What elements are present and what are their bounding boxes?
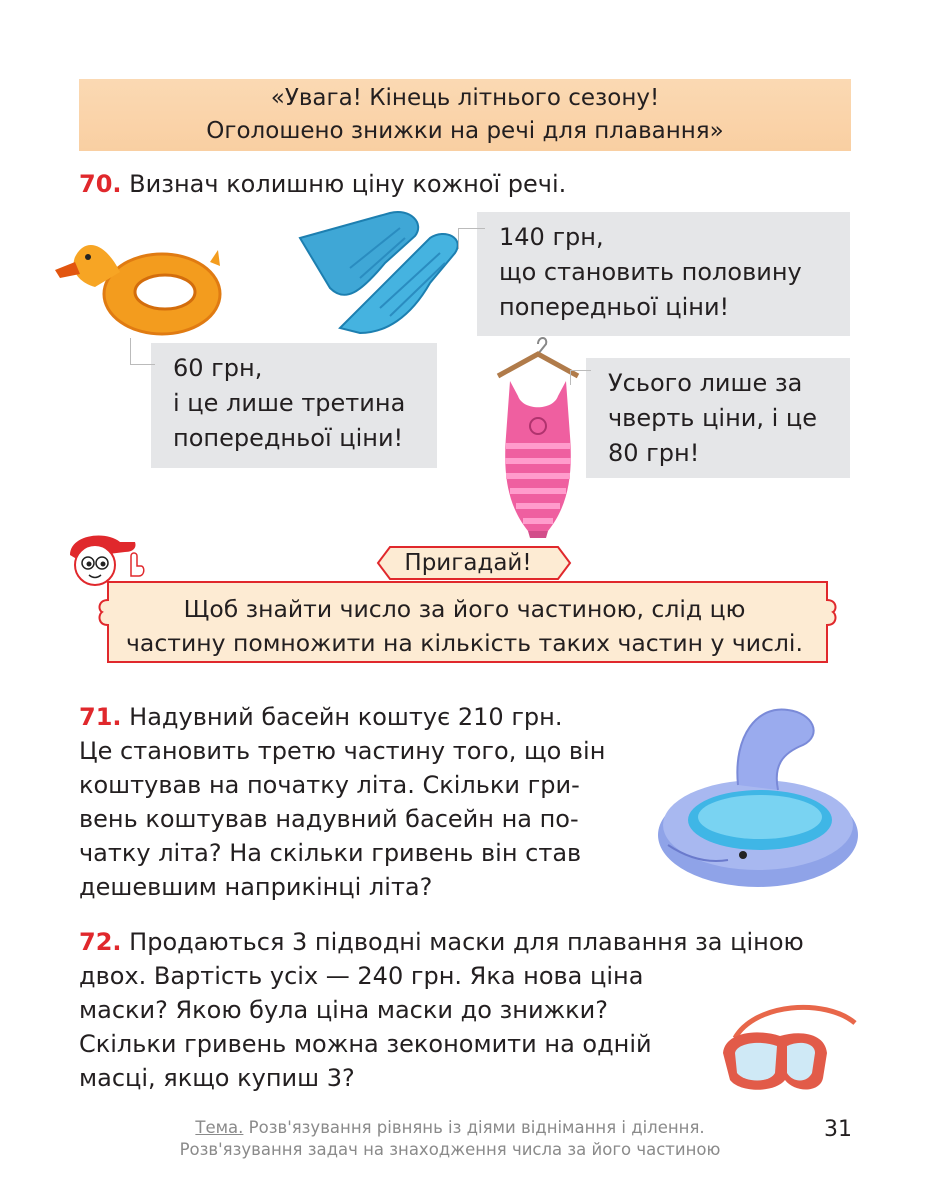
swimsuit-line-1: Усього лише за (608, 369, 803, 397)
ring-line-3: попередньої ціни! (173, 424, 404, 452)
ring-line-2: і це лише третина (173, 389, 406, 417)
task-71-line-4: вень коштував надувний басейн на по- (79, 805, 579, 833)
fins-bubble-pointer (458, 228, 485, 249)
flippers-icon (290, 208, 480, 338)
task-71-number: 71. (79, 703, 122, 731)
task-70-text: Визнач колишню ціну кожної речі. (129, 170, 567, 198)
swimsuit-icon (488, 336, 588, 541)
task-72-line-1 (79, 925, 854, 959)
ring-bubble-pointer (130, 338, 155, 365)
fins-price-bubble (477, 212, 850, 336)
page-footer (120, 1117, 780, 1161)
task-71-line-5: чатку літа? На скільки гривень він став (79, 839, 582, 867)
task-72-line-4: Скільки гривень можна зекономити на одній (79, 1030, 652, 1058)
banner-line-2: Оголошено знижки на речі для плавання» (206, 118, 724, 144)
fins-line-2: що становить половину (499, 258, 802, 286)
footer-line-2: Розв'язування задач на знаходження числа за його частиною (179, 1140, 721, 1159)
task-72-line-5: масці, якщо купиш 3? (79, 1064, 355, 1092)
pool-icon (638, 695, 863, 895)
task-70-number: 70. (79, 170, 122, 198)
task-71-line-1 (79, 700, 617, 734)
fins-line-1: 140 грн, (499, 223, 604, 251)
task-72-line-2: двох. Вартість усіх — 240 грн. Яка нова ціна (79, 962, 644, 990)
task-72-number: 72. (79, 928, 122, 956)
ring-price-bubble (151, 343, 437, 468)
duck-ring-icon (50, 232, 225, 342)
fins-line-3: попередньої ціни! (499, 293, 730, 321)
goggles-icon (715, 998, 865, 1098)
task-72-line-3: маски? Якою була ціна маски до знижки? (79, 996, 609, 1024)
swimsuit-line-2: чверть ціни, і це (608, 404, 818, 432)
task-71-line-3: коштував на початку літа. Скільки гри- (79, 771, 580, 799)
page-number: 31 (824, 1117, 852, 1142)
announcement-banner (79, 79, 851, 151)
remember-line-2: частину помножити на кількість таких частин у числі. (126, 629, 803, 657)
swimsuit-price-bubble (586, 358, 850, 478)
banner-line-1: «Увага! Кінець літнього сезону! (270, 85, 660, 111)
swimsuit-line-3: 80 грн! (608, 439, 700, 467)
task-71-line-2: Це становить третю частину того, що він (79, 737, 606, 765)
task-72-text-1: Продаються 3 підводні маски для плавання за ціною (129, 928, 804, 956)
task-71 (79, 700, 617, 904)
footer-line-1 (120, 1117, 780, 1139)
task-71-line-6: дешевшим наприкінці літа? (79, 873, 433, 901)
ring-line-1: 60 грн, (173, 354, 263, 382)
footer-topic-1: Розв'язування рівнянь із діями віднімання і ділення. (248, 1118, 705, 1137)
footer-label: Тема. (195, 1118, 244, 1137)
remember-line-1: Щоб знайти число за його частиною, слід цю (183, 595, 746, 623)
swimsuit-bubble-pointer (570, 370, 591, 385)
remember-title: Пригадай! (404, 550, 532, 576)
remember-text (112, 592, 817, 660)
task-71-text-1: Надувний басейн коштує 210 грн. (129, 703, 563, 731)
task-70-heading (79, 167, 566, 201)
